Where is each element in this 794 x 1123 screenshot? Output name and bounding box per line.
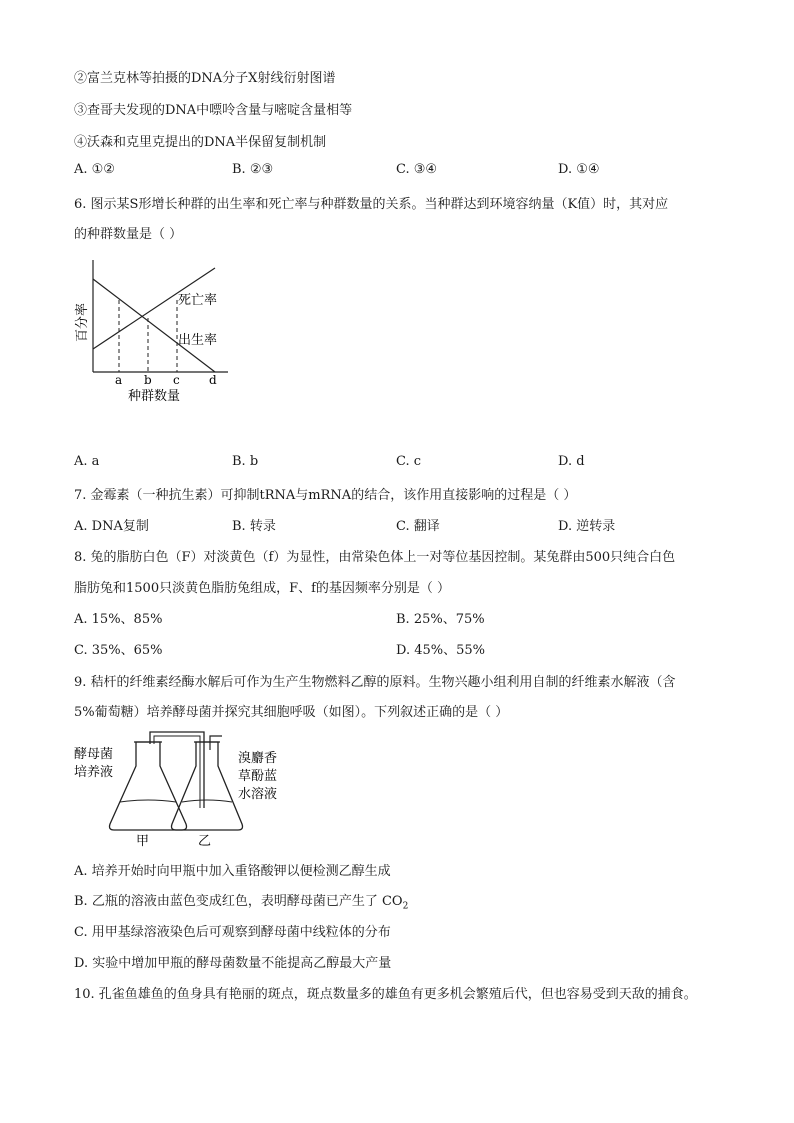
flask-a-name: 甲 xyxy=(136,834,150,848)
indicator-label-2: 草酚蓝 xyxy=(238,769,278,784)
q5-item-4: ④沃森和克里克提出的DNA半保留复制机制 xyxy=(74,135,327,150)
q9-stem-line-2: 5%葡萄糖）培养酵母菌并探究其细胞呼吸（如图）。下列叙述正确的是（ ） xyxy=(74,705,509,720)
q6-stem-line-2: 的种群数量是（ ） xyxy=(74,227,183,242)
q9-option-c: C. 用甲基绿溶液染色后可观察到酵母菌中线粒体的分布 xyxy=(74,925,391,940)
q6-option-d: D. d xyxy=(558,454,585,469)
flask-b-name: 乙 xyxy=(198,834,212,848)
q7-option-b: B. 转录 xyxy=(232,519,276,534)
indicator-label-1: 溴麝香 xyxy=(238,751,278,766)
y-axis-label: 百分率 xyxy=(75,302,90,342)
indicator-label-3: 水溶液 xyxy=(238,787,278,802)
q5-option-a: A. ①② xyxy=(74,162,115,177)
q9-option-b xyxy=(74,890,408,912)
flask-a-liquid xyxy=(120,800,176,802)
tick-c: c xyxy=(173,373,180,387)
q7-stem: 7. 金霉素（一种抗生素）可抑制tRNA与mRNA的结合，该作用直接影响的过程是（ ） xyxy=(74,488,577,503)
flask-b-liquid xyxy=(182,800,232,802)
q8-option-b: B. 25%、75% xyxy=(396,612,485,627)
outlet-tube xyxy=(210,736,222,750)
q10-stem: 10. 孔雀鱼雄鱼的鱼身具有艳丽的斑点，斑点数量多的雄鱼有更多机会繁殖后代，但也容易受到天敌的捕食。 xyxy=(74,987,697,1002)
birth-rate-label: 出生率 xyxy=(178,333,218,348)
q9-option-b-text: B. 乙瓶的溶液由蓝色变成红色，表明酵母菌已产生了 CO xyxy=(74,894,403,909)
q9-stem-line-1: 9. 秸杆的纤维素经酶水解后可作为生产生物燃料乙醇的原料。生物兴趣小组利用自制的纤维素水解液（含 xyxy=(74,675,676,690)
q8-stem-line-2: 脂肪兔和1500只淡黄色脂肪兔组成，F、f的基因频率分别是（ ） xyxy=(74,581,451,596)
q6-option-c: C. c xyxy=(396,454,422,469)
q8-option-c: C. 35%、65% xyxy=(74,643,163,658)
q5-item-2: ②富兰克林等拍摄的DNA分子X射线衍射图谱 xyxy=(74,71,336,86)
q5-item-3: ③查哥夫发现的DNA中嘌呤含量与嘧啶含量相等 xyxy=(74,103,353,118)
q8-option-a: A. 15%、85% xyxy=(74,612,163,627)
q7-option-c: C. 翻译 xyxy=(396,519,440,534)
q8-option-d: D. 45%、55% xyxy=(396,643,486,658)
q6-option-b: B. b xyxy=(232,454,259,469)
tick-d: d xyxy=(209,373,217,387)
yeast-culture-label-2: 培养液 xyxy=(74,765,114,780)
q9-option-d: D. 实验中增加甲瓶的酵母菌数量不能提高乙醇最大产量 xyxy=(74,956,392,971)
q6-birth-death-graph xyxy=(70,252,240,412)
q9-option-a: A. 培养开始时向甲瓶中加入重铬酸钾以便检测乙醇生成 xyxy=(74,864,391,879)
q8-stem-line-1: 8. 兔的脂肪白色（F）对淡黄色（f）为显性，由常染色体上一对等位基因控制。某兔群由500只纯合白色 xyxy=(74,550,676,565)
q9-option-b-subscript: 2 xyxy=(402,901,409,912)
q6-option-a: A. a xyxy=(74,454,100,469)
q9-flask-apparatus xyxy=(70,728,310,848)
q7-option-a: A. DNA复制 xyxy=(74,519,149,534)
death-rate-label: 死亡率 xyxy=(178,293,218,308)
q7-option-d: D. 逆转录 xyxy=(558,519,616,534)
tick-b: b xyxy=(144,373,152,387)
q6-stem-line-1: 6. 图示某S形增长种群的出生率和死亡率与种群数量的关系。当种群达到环境容纳量（K值）时，其对应 xyxy=(74,197,669,212)
q5-option-c: C. ③④ xyxy=(396,162,438,177)
x-axis-label: 种群数量 xyxy=(128,389,181,404)
yeast-culture-label-1: 酵母菌 xyxy=(74,747,114,762)
q5-option-b: B. ②③ xyxy=(232,162,274,177)
q5-option-d: D. ①④ xyxy=(558,162,600,177)
tick-a: a xyxy=(115,373,123,387)
